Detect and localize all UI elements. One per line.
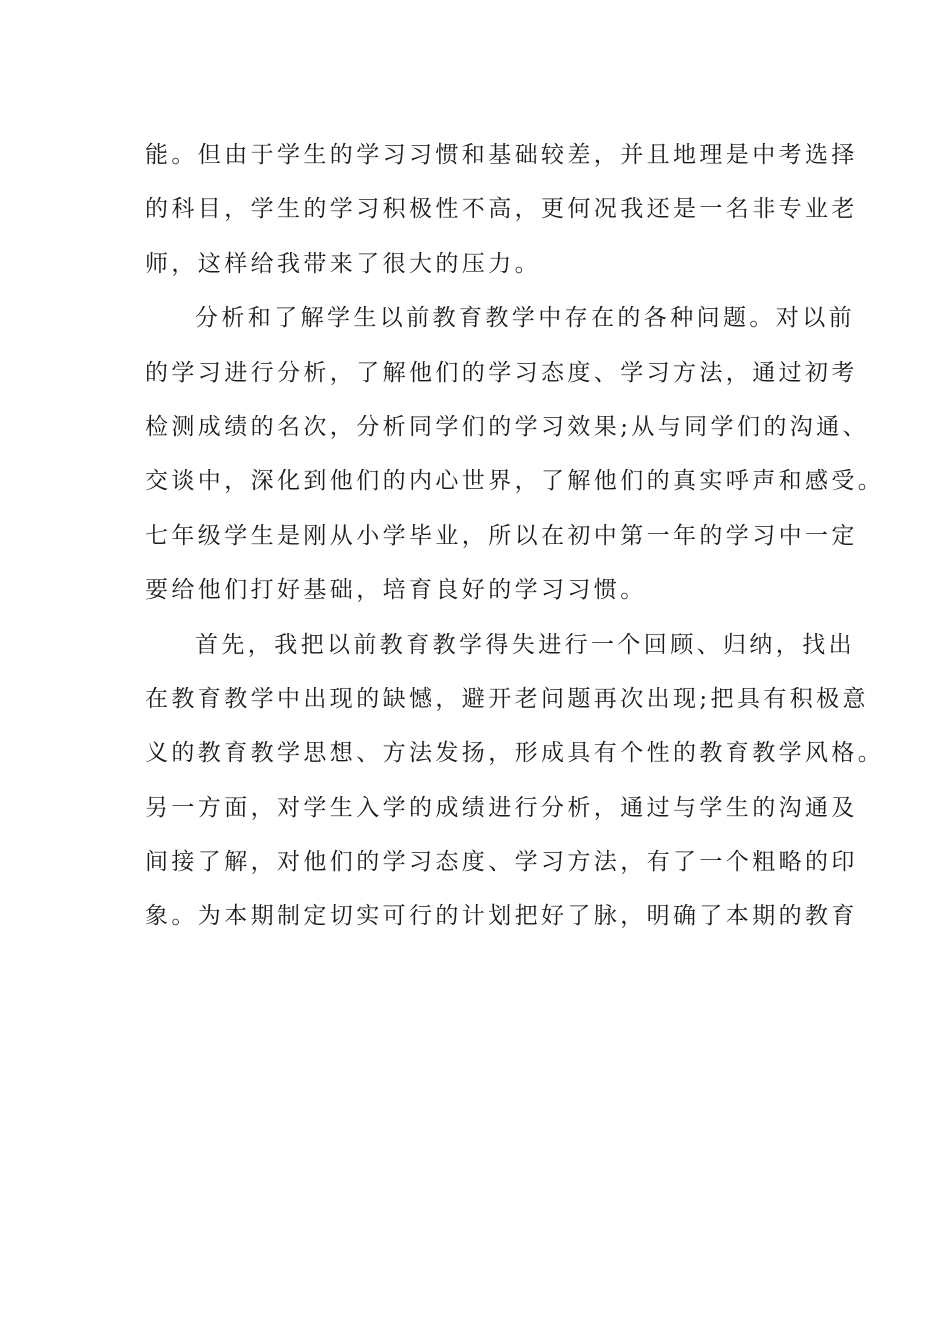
text-line: 另一方面，对学生入学的成绩进行分析，通过与学生的沟通及	[145, 794, 858, 821]
text-line: 间接了解，对他们的学习态度、学习方法，有了一个粗略的印	[145, 849, 858, 876]
text-line: 检测成绩的名次，分析同学们的学习效果;从与同学们的沟通、	[145, 413, 869, 440]
text-line: 在教育教学中出现的缺憾，避开老问题再次出现;把具有积极意	[145, 685, 869, 712]
document-body	[145, 128, 885, 944]
text-line: 师，这样给我带来了很大的压力。	[145, 250, 541, 277]
text-line: 的学习进行分析，了解他们的学习态度、学习方法，通过初考	[145, 359, 858, 386]
text-line: 义的教育教学思想、方法发扬，形成具有个性的教育教学风格。	[145, 740, 885, 767]
text-line: 能。但由于学生的学习习惯和基础较差，并且地理是中考选择	[145, 142, 858, 168]
paragraph-first-line: 首先，我把以前教育教学得失进行一个回顾、归纳，找出	[195, 631, 855, 658]
text-line: 象。为本期制定切实可行的计划把好了脉，明确了本期的教育	[145, 903, 858, 930]
text-line: 七年级学生是刚从小学毕业，所以在初中第一年的学习中一定	[145, 522, 858, 549]
text-line: 交谈中，深化到他们的内心世界，了解他们的真实呼声和感受。	[145, 468, 885, 495]
text-line: 要给他们打好基础，培育良好的学习习惯。	[145, 577, 647, 604]
paragraph-first-line: 分析和了解学生以前教育教学中存在的各种问题。对以前	[195, 305, 855, 332]
text-line: 的科目，学生的学习积极性不高，更何况我还是一名非专业老	[145, 196, 858, 223]
